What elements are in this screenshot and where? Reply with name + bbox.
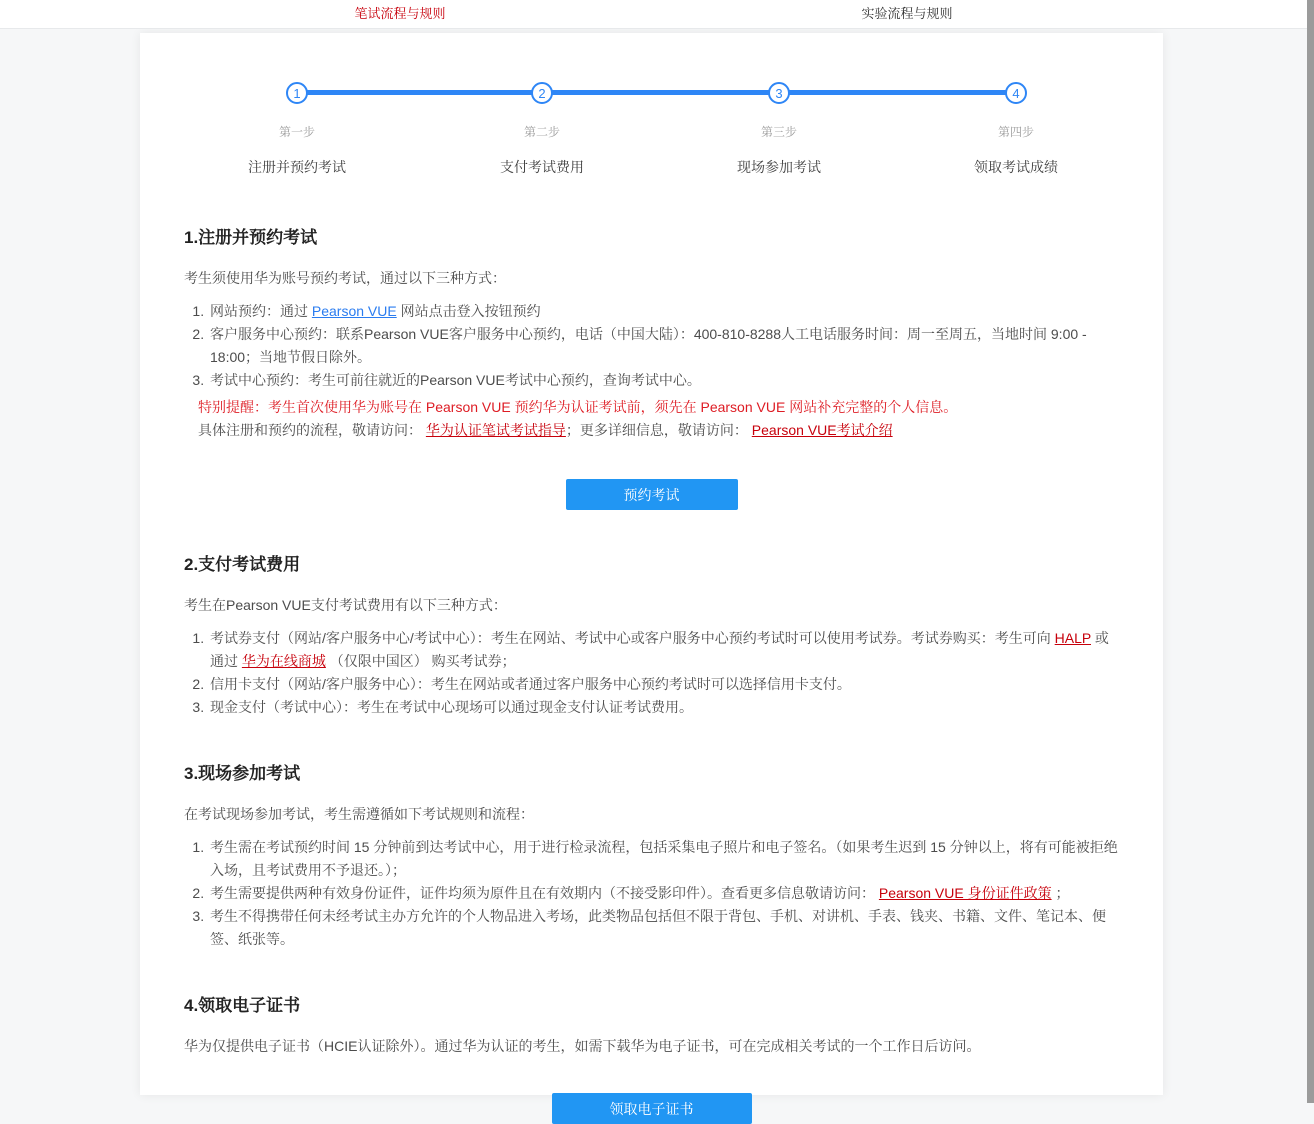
text-segment: 考生不得携带任何未经考试主办方允许的个人物品进入考场，此类物品包括但不限于背包、手机、对讲机、手表、钱夹、书籍、文件、笔记本、便签、纸张等。 [210, 908, 1106, 947]
step-4-label: 第四步 [997, 125, 1034, 139]
written-exam-guide-link[interactable]: 华为认证笔试考试指导 [425, 422, 566, 438]
halp-link[interactable]: HALP [1054, 630, 1091, 646]
pay-methods-list [184, 627, 1119, 719]
step-3 [669, 82, 889, 177]
text-segment: 现金支付（考试中心）：考生在考试中心现场可以通过现金支付认证考试费用。 [210, 699, 693, 715]
list-item [208, 905, 1119, 951]
step-3-name: 现场参加考试 [737, 159, 821, 175]
step-3-label: 第三步 [760, 125, 797, 139]
page-scrollbar [1307, 0, 1314, 1103]
pearson-vue-link[interactable]: Pearson VUE [311, 303, 397, 319]
get-certificate-button[interactable]: 领取电子证书 [552, 1093, 752, 1124]
section-register-intro: 考生须使用华为账号预约考试，通过以下三种方式： [184, 270, 506, 286]
content-card [140, 33, 1163, 1117]
tab-lab-exam-rules[interactable]: 实验流程与规则 [861, 6, 953, 21]
list-item [208, 300, 1119, 323]
exam-steps-stepper [140, 33, 1163, 175]
card-content [140, 223, 1163, 1124]
step-4-name: 领取考试成绩 [974, 159, 1058, 175]
section-attend-intro: 在考试现场参加考试，考生需遵循如下考试规则和流程： [184, 806, 534, 822]
book-exam-button-row [184, 479, 1119, 510]
step-1-circle [286, 82, 308, 104]
step-2-number: 2 [538, 85, 546, 101]
step-2-label: 第二步 [523, 125, 560, 139]
text-segment: 考试中心预约：考生可前往就近的Pearson VUE考试中心预约，查询考试中心。 [210, 372, 701, 388]
text-segment: 考生需在考试预约时间 15 分钟前到达考试中心，用于进行检录流程，包括采集电子照片和电子签名。（如果考生迟到 15 分钟以上，将有可能被拒绝入场，且考试费用不予退还。）； [210, 839, 1118, 878]
section-register-title: 1.注册并预约考试 [184, 228, 318, 247]
section-certificate-title: 4.领取电子证书 [184, 996, 301, 1015]
step-3-number: 3 [775, 85, 783, 101]
step-1 [187, 82, 407, 177]
scrollbar-thumb[interactable] [1307, 0, 1314, 1103]
step-1-number: 1 [293, 85, 301, 101]
book-exam-button[interactable]: 预约考试 [566, 479, 738, 510]
text-segment: 客户服务中心预约：联系Pearson VUE客户服务中心预约，电话（中国大陆）：400-810-8288人工电话服务时间：周一至周五，当地时间 9:00 - 18:00；当地节假日除外。 [210, 326, 1087, 365]
section-attend-title: 3.现场参加考试 [184, 764, 301, 783]
list-item [208, 696, 1119, 719]
text-segment: ；更多详细信息，敬请访问： [565, 422, 752, 438]
text-segment: 信用卡支付（网站/客户服务中心）：考生在网站或者通过客户服务中心预约考试时可以选择信用卡支付。 [210, 676, 851, 692]
section-certificate-intro: 华为仅提供电子证书（HCIE认证除外）。通过华为认证的考生，如需下载华为电子证书，可在完成相关考试的一个工作日后访问。 [184, 1038, 981, 1054]
list-item [208, 882, 1119, 905]
list-item [208, 369, 1119, 392]
step-1-name: 注册并预约考试 [248, 159, 346, 175]
special-reminder: 特别提醒：考生首次使用华为账号在 Pearson VUE 预约华为认证考试前，须先在 Pearson VUE 网站补充完整的个人信息。 [198, 399, 958, 415]
list-item [208, 673, 1119, 696]
step-4-number: 4 [1012, 85, 1020, 101]
tab-written-exam-rules[interactable]: 笔试流程与规则 [354, 6, 446, 21]
text-segment: 网站点击登入按钮预约 [396, 303, 541, 319]
section-pay-intro: 考生在Pearson VUE支付考试费用有以下三种方式： [184, 597, 507, 613]
huawei-online-store-link[interactable]: 华为在线商城 [241, 653, 326, 669]
text-segment: 考生需要提供两种有效身份证件，证件均须为原件且在有效期内（不接受影印件）。查看更多信息敬请访问： [210, 885, 879, 901]
get-certificate-button-row [184, 1093, 1119, 1124]
step-3-circle [768, 82, 790, 104]
text-segment: 考试券支付（网站/客户服务中心/考试中心）：考生在网站、考试中心或客户服务中心预约考试时可以使用考试券。考试券购买：考生可向 [210, 630, 1055, 646]
text-segment: 或通过 [210, 630, 1109, 669]
step-4 [906, 82, 1126, 177]
list-item [208, 627, 1119, 673]
step-2-name: 支付考试费用 [500, 159, 584, 175]
register-methods-list [184, 300, 1119, 392]
id-policy-link[interactable]: Pearson VUE 身份证件政策 [878, 885, 1052, 901]
text-segment: 具体注册和预约的流程，敬请访问： [198, 422, 426, 438]
list-item [208, 836, 1119, 882]
pearson-vue-intro-link[interactable]: Pearson VUE考试介绍 [751, 422, 893, 438]
step-2-circle [531, 82, 553, 104]
section-pay-title: 2.支付考试费用 [184, 555, 301, 574]
attend-rules-list [184, 836, 1119, 951]
top-tab-bar [0, 0, 1307, 29]
step-2 [432, 82, 652, 177]
list-item [208, 323, 1119, 369]
text-segment: 网站预约：通过 [210, 303, 312, 319]
step-1-label: 第一步 [278, 125, 315, 139]
text-segment: （仅限中国区） 购买考试券； [325, 653, 516, 669]
register-visit-line [198, 419, 1119, 442]
text-segment: ； [1051, 885, 1070, 901]
step-4-circle [1005, 82, 1027, 104]
